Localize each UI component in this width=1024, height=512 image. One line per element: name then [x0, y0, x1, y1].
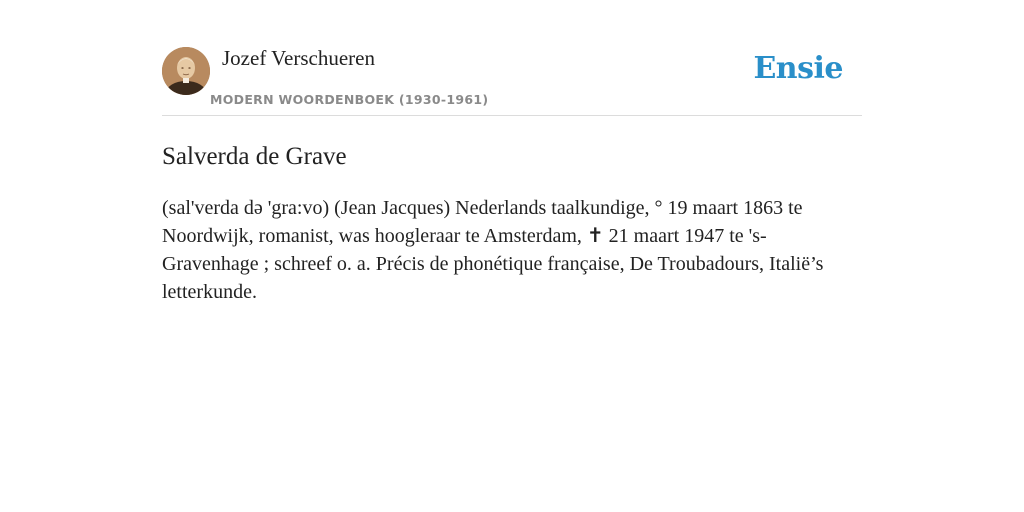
- author-name[interactable]: Jozef Verschueren: [222, 46, 375, 70]
- source-label[interactable]: MODERN WOORDENBOEK (1930-1961): [210, 92, 489, 107]
- article-title: Salverda de Grave: [162, 143, 347, 170]
- page-container: [162, 0, 862, 306]
- author-avatar[interactable]: [162, 47, 210, 95]
- article-body: (sal'verda də 'gra:vo) (Jean Jacques) Nederlands taalkundige, ° 19 maart 1863 te Noordwijk, romanist, was hoogleraar te Amsterdam, ✝ 21 maart 1947 te 's-Gravenhage ; schreef o. a. Précis de phonétique française, De Troubadours, Italië’s letterkunde.: [162, 197, 824, 303]
- brand-logo[interactable]: Ensie: [753, 51, 843, 86]
- page-header: [162, 0, 862, 116]
- portrait-icon: [162, 47, 210, 95]
